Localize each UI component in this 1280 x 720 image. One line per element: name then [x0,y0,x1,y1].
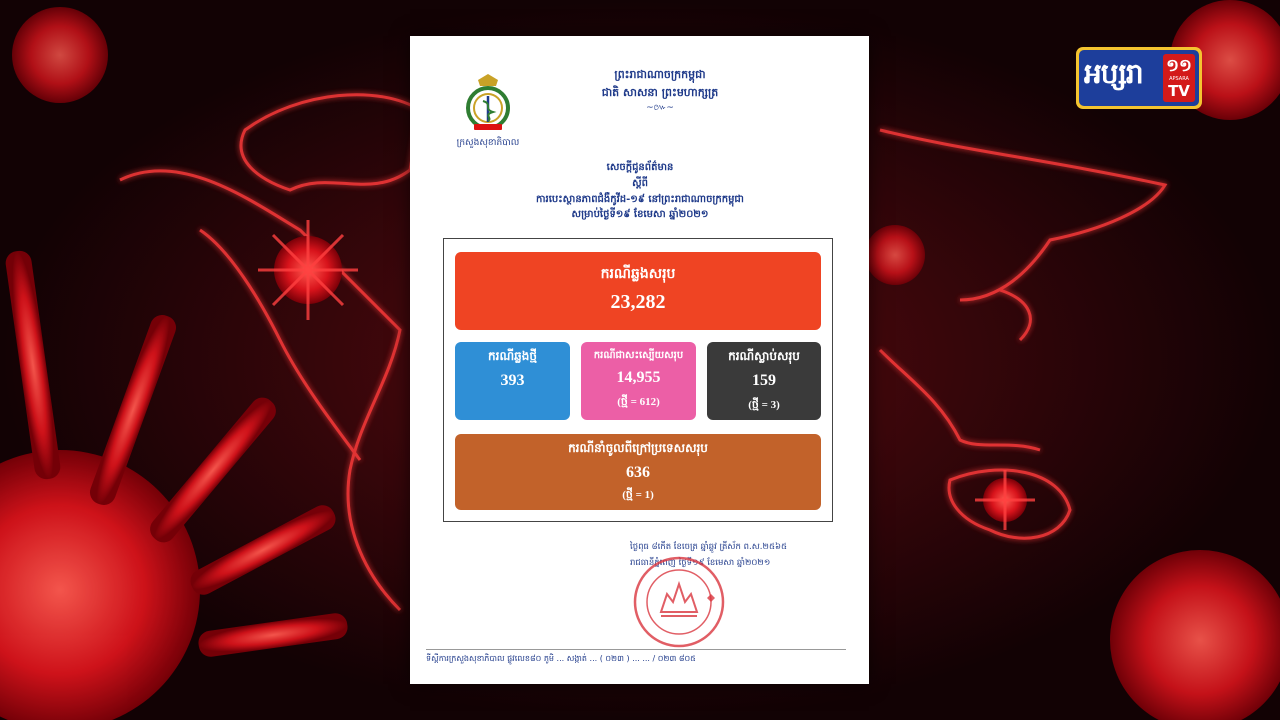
release-subtitle: ស្ដីពី [632,178,648,189]
recovered-box [581,342,696,420]
ministry-name: ក្រសួងសុខាភិបាល [456,138,520,148]
deaths-value: 159 [752,372,776,389]
brand-number: ១១ [1166,56,1192,76]
motto-heading: ជាតិ សាសនា ព្រះមហាក្សត្រ [601,86,719,99]
apsara-tv-logo [1076,47,1202,109]
brand-badge [1163,54,1195,102]
release-topic: ការបេះស្ថានភាពជំងឺកូវីដ-១៩ នៅព្រះរាជាណាចក្រកម្ពុជា [536,194,744,205]
imported-cases-box [455,434,821,510]
recovered-value: 14,955 [616,369,661,386]
imported-value: 636 [626,464,650,481]
imported-new: (ថ្មី = 1) [622,489,654,501]
official-seal-icon [631,554,727,650]
recovered-label: ករណីជាសះស្បើយសរុប [593,350,684,361]
brand-tv: TV [1168,82,1190,100]
release-date: សម្រាប់ថ្ងៃទី១៩ ខែមេសា ឆ្នាំ២០២១ [571,209,709,220]
total-cases-box [455,252,821,330]
deaths-label: ករណីស្លាប់សរុប [728,349,800,363]
deaths-box [707,342,821,420]
stats-frame [443,238,833,522]
press-release-document [410,36,869,684]
document-footer: ទីស្តីការក្រសួងសុខាភិបាល ផ្លូវលេខ៨០ ភូមិ ... សង្កាត់ ... ( ០២៣ ) ... ... / ០២៣ ៨០៥ [426,649,846,665]
signature-date: រាជធានីភ្នំពេញ ថ្ងៃទី១៩ ខែមេសា ឆ្នាំ២០២១ [630,558,771,568]
new-cases-box [455,342,570,420]
ministry-emblem-icon [456,72,520,134]
brand-name: អប្សរា [1084,57,1143,90]
kingdom-heading: ព្រះរាជាណាចក្រកម្ពុជា [614,68,706,81]
recovered-new: (ថ្មី = 612) [617,396,660,408]
total-cases-label: ករណីឆ្លងសរុប [600,266,676,282]
release-title: សេចក្ដីជូនព័ត៌មាន [606,162,674,173]
deaths-new: (ថ្មី = 3) [748,399,780,411]
signature-date-lunar: ថ្ងៃពុធ ៨កើត ខែចេត្រ ឆ្នាំឆ្លូវ ត្រីស័ក ព.ស.២៥៦៥ [630,542,787,552]
new-cases-label: ករណីឆ្លងថ្មី [488,349,537,363]
new-cases-value: 393 [500,372,525,389]
ornament: ~៚~ [646,103,674,113]
total-cases-value: 23,282 [610,291,666,313]
brand-sub: APSARA [1169,76,1189,82]
imported-label: ករណីនាំចូលពីក្រៅប្រទេសសរុប [568,441,708,455]
